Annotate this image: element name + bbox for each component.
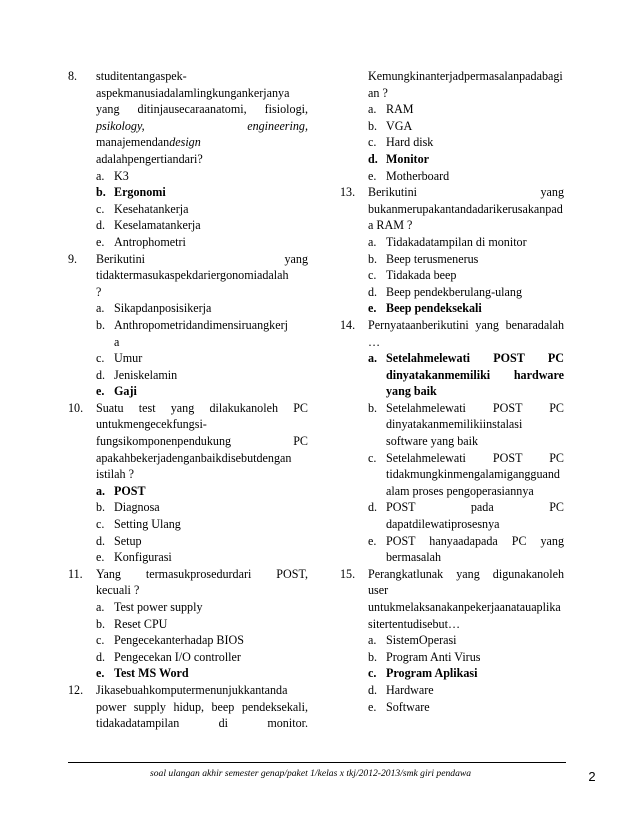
footer-divider [68, 762, 566, 763]
answer-option: b. Beep terusmenerus [368, 251, 479, 266]
question-number: 11. [68, 566, 83, 581]
question-number: 10. [68, 400, 84, 415]
question-text-line: aspekmanusiadalamlingkungankerjanya [96, 85, 290, 100]
question-text-line: Suatu test yang dilakukanoleh PC [96, 400, 308, 415]
answer-option-correct: e. Gaji [96, 384, 137, 399]
question-text-line: yang ditinjausecaraanatomi, fisiologi, [96, 102, 308, 117]
question-12-continued [340, 68, 564, 184]
answer-option-correct: a. Setelahmelewati POST PC dinyatakanmemiliki hardware yang baik [368, 351, 564, 399]
question-number: 12. [68, 682, 84, 697]
answer-option: d. Beep pendekberulang-ulang [368, 284, 523, 299]
answer-option: e. Motherboard [368, 168, 450, 183]
question-12 [68, 682, 308, 732]
question-text-line: apakahbekerjadenganbaikdisebutdengan [96, 450, 292, 465]
question-text-line: untukmelaksanakanpekerjaanatauaplika [368, 600, 561, 614]
question-text-line: Berikutini yang [368, 185, 564, 200]
question-11 [68, 566, 308, 682]
question-number: 9. [68, 251, 78, 266]
question-text-line: ? [96, 284, 102, 299]
question-13 [340, 184, 564, 317]
question-text-line: Yang termasukprosedurdari POST, [96, 566, 308, 581]
answer-option-correct: c. Program Aplikasi [368, 666, 478, 681]
question-text-line: Kemungkinanterjadpermasalanpadabagi [368, 69, 563, 83]
question-text-line: istilah ? [96, 467, 134, 482]
question-10 [68, 400, 308, 566]
answer-option: c. Kesehatankerja [96, 201, 189, 216]
answer-option: c. Umur [96, 351, 143, 366]
question-text-line: psikology, engineering, [96, 118, 308, 133]
answer-option: c. Tidakada beep [368, 268, 457, 283]
question-text-line: studitentangaspek- [96, 69, 187, 83]
answer-option: b. Diagnosa [96, 500, 160, 515]
answer-option: c. Setelahmelewati POST PC tidakmungkinmengalamigangguand alam proses pengoperasiannya [368, 450, 564, 498]
answer-option: c. Hard disk [368, 135, 434, 150]
answer-option: a. Sikapdanposisikerja [96, 301, 212, 316]
answer-option: d. Hardware [368, 682, 434, 697]
answer-option: b. Anthropometridandimensiruangkerj a [96, 317, 288, 349]
answer-option: d. Setup [96, 533, 142, 548]
answer-option: d. POST pada PC dapatdilewatiprosesnya [368, 500, 564, 532]
question-number: 15. [340, 566, 356, 581]
answer-option: e. Konfigurasi [96, 550, 172, 565]
question-text-line: … [368, 334, 381, 349]
question-text-line: an ? [368, 85, 388, 100]
question-text-line: Berikutini yang [96, 251, 308, 266]
answer-option: b. Program Anti Virus [368, 649, 481, 664]
question-text-line: tidaktermasukaspekdariergonomiadalah [96, 268, 289, 283]
answer-option: b. Setelahmelewati POST PC dinyatakanmemilikiinstalasi software yang baik [368, 400, 564, 449]
question-text-line: manajemendandesign [96, 135, 201, 150]
question-15 [340, 566, 564, 715]
question-text-line: Jikasebuahkomputermenunjukkantanda [96, 682, 288, 697]
answer-option: e. Antrophometri [96, 234, 186, 249]
question-text-line: untukmengecekfungsi- [96, 417, 207, 432]
question-text-line: Perangkatlunak yang digunakanoleh [368, 566, 564, 581]
answer-option: c. Setting Ulang [96, 517, 181, 532]
answer-option: e. Software [368, 699, 430, 714]
question-number: 13. [340, 185, 356, 200]
answer-option: d. Keselamatankerja [96, 218, 201, 233]
answer-option: c. Pengecekanterhadap BIOS [96, 633, 244, 648]
question-9 [68, 251, 308, 400]
footer-text: soal ulangan akhir semester genap/paket 1/kelas x tkj/2012-2013/smk giri pendawa [150, 768, 472, 779]
question-text-line: user [368, 583, 389, 598]
answer-option: a. SistemOperasi [368, 633, 457, 648]
question-text-line: fungsikomponenpendukung PC [96, 434, 308, 449]
question-number: 8. [68, 69, 78, 83]
question-text-line: tidakadatampilan di monitor. [96, 716, 308, 731]
question-8 [68, 68, 308, 251]
question-text-line: bukanmerupakantandadarikerusakanpad [368, 201, 563, 216]
question-text-line: a RAM ? [368, 218, 413, 233]
answer-option: e. POST hanyaadapada PC yang bermasalah [368, 533, 564, 565]
page-number: 2 [588, 768, 596, 784]
answer-option: a. RAM [368, 102, 414, 117]
answer-option-correct: b. Ergonomi [96, 185, 166, 200]
answer-option: b. Reset CPU [96, 616, 168, 631]
right-column [340, 68, 564, 715]
question-text-line: adalahpengertiandari? [96, 151, 203, 166]
answer-option: a. Test power supply [96, 600, 203, 614]
answer-option: a. K3 [96, 168, 129, 183]
question-text-line: kecuali ? [96, 583, 140, 598]
answer-option: a. Tidakadatampilan di monitor [368, 234, 527, 249]
left-column [68, 68, 308, 732]
answer-option-correct: e. Test MS Word [96, 666, 189, 681]
answer-option: d. Jeniskelamin [96, 367, 178, 382]
answer-option: b. VGA [368, 118, 413, 133]
answer-option-correct: d. Monitor [368, 151, 429, 166]
answer-option: d. Pengecekan I/O controller [96, 649, 241, 664]
question-number: 14. [340, 317, 356, 332]
question-text-line: sitertentudisebut… [368, 616, 461, 631]
answer-option-correct: e. Beep pendeksekali [368, 301, 482, 316]
question-14 [340, 317, 564, 566]
question-text-line: Pernyataanberikutini yang benaradalah [368, 317, 564, 332]
answer-option-correct: a. POST [96, 483, 146, 498]
question-text-line: power supply hidup, beep pendeksekali, [96, 699, 308, 714]
